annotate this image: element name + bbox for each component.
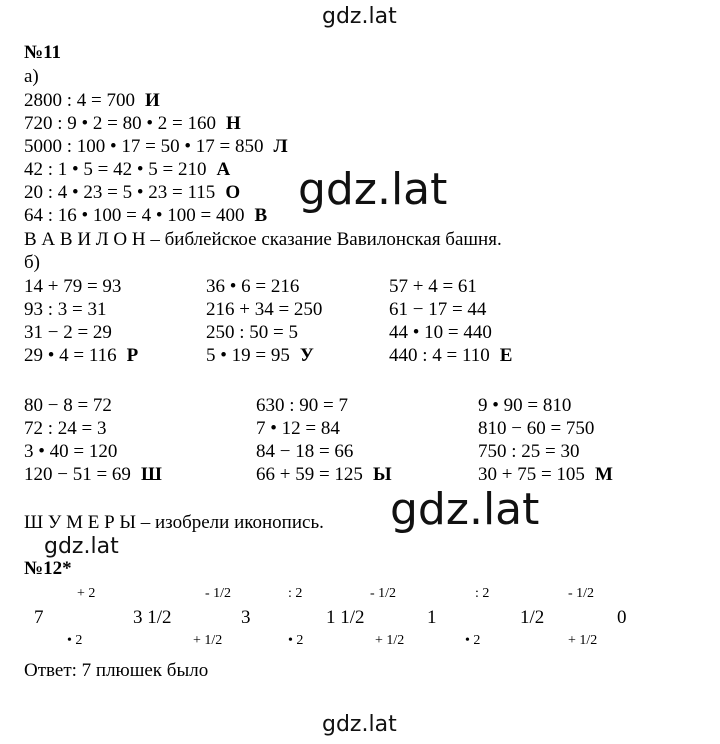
part-b-answer: Ш У М Е Р Ы – изобрели иконопись. bbox=[24, 512, 324, 533]
b2-cell: 30 + 75 = 105 М bbox=[478, 464, 613, 485]
expression: 64 : 16 • 100 = 4 • 100 = 400 bbox=[24, 205, 245, 226]
b1-cell: 250 : 50 = 5 bbox=[206, 322, 298, 343]
task12-title: №12* bbox=[24, 558, 72, 579]
chain-number: 1 bbox=[427, 607, 437, 628]
bottom-op: + 1/2 bbox=[193, 633, 223, 648]
bottom-op: • 2 bbox=[67, 633, 83, 648]
expression: 5000 : 100 • 17 = 50 • 17 = 850 bbox=[24, 136, 264, 157]
b1-cell: 31 − 2 = 29 bbox=[24, 322, 112, 343]
part-a-line bbox=[24, 90, 160, 112]
answer-letter: О bbox=[225, 182, 241, 203]
b2-cell: 80 − 8 = 72 bbox=[24, 395, 112, 416]
bottom-op: + 1/2 bbox=[568, 633, 598, 648]
answer-letter: В bbox=[254, 205, 268, 226]
watermark-bottom: gdz.lat bbox=[322, 712, 397, 737]
part-a-line bbox=[24, 136, 288, 158]
top-op: - 1/2 bbox=[205, 586, 232, 601]
answer-letter: Ш bbox=[140, 464, 162, 485]
part-a-label: а) bbox=[24, 66, 39, 87]
part-a-line bbox=[24, 205, 267, 227]
answer-letter: Л bbox=[273, 136, 288, 157]
b1-cell: 36 • 6 = 216 bbox=[206, 276, 300, 297]
chain-number: 3 1/2 bbox=[133, 607, 172, 628]
part-a-line bbox=[24, 182, 240, 204]
top-op: - 1/2 bbox=[568, 586, 595, 601]
answer-letter: М bbox=[594, 464, 613, 485]
watermark-left: gdz.lat bbox=[44, 534, 119, 559]
b2-cell: 84 − 18 = 66 bbox=[256, 441, 354, 462]
top-op: - 1/2 bbox=[370, 586, 397, 601]
watermark-top: gdz.lat bbox=[322, 4, 397, 29]
task12-answer: Ответ: 7 плюшек было bbox=[24, 660, 209, 681]
b1-cell: 14 + 79 = 93 bbox=[24, 276, 122, 297]
answer-letter: У bbox=[299, 345, 314, 366]
b1-cell: 57 + 4 = 61 bbox=[389, 276, 477, 297]
part-a-line bbox=[24, 159, 230, 181]
b1-cell: 93 : 3 = 31 bbox=[24, 299, 107, 320]
answer-letter: Р bbox=[126, 345, 139, 366]
top-op: + 2 bbox=[77, 586, 96, 601]
chain-number: 0 bbox=[617, 607, 627, 628]
b2-cell: 7 • 12 = 84 bbox=[256, 418, 340, 439]
expression: 720 : 9 • 2 = 80 • 2 = 160 bbox=[24, 113, 217, 134]
bottom-op: + 1/2 bbox=[375, 633, 405, 648]
b1-cell: 61 − 17 = 44 bbox=[389, 299, 487, 320]
b2-cell: 810 − 60 = 750 bbox=[478, 418, 595, 439]
top-op: : 2 bbox=[475, 586, 490, 601]
watermark-middle: gdz.lat bbox=[298, 164, 448, 215]
answer-letter: Ы bbox=[372, 464, 392, 485]
bottom-op: • 2 bbox=[288, 633, 304, 648]
answer-letter: Е bbox=[499, 345, 513, 366]
b1-cell: 5 • 19 = 95 У bbox=[206, 345, 314, 366]
chain-number: 3 bbox=[241, 607, 251, 628]
bottom-op: • 2 bbox=[465, 633, 481, 648]
b2-cell: 750 : 25 = 30 bbox=[478, 441, 580, 462]
chain-number: 1 1/2 bbox=[326, 607, 365, 628]
top-op: : 2 bbox=[288, 586, 303, 601]
part-b-label: б) bbox=[24, 252, 40, 273]
b1-cell: 29 • 4 = 116 Р bbox=[24, 345, 139, 366]
b1-cell: 44 • 10 = 440 bbox=[389, 322, 492, 343]
part-a-answer: В А В И Л О Н – библейское сказание Вавилонская башня. bbox=[24, 229, 502, 250]
answer-letter: Н bbox=[226, 113, 241, 134]
b1-cell: 216 + 34 = 250 bbox=[206, 299, 323, 320]
expression: 20 : 4 • 23 = 5 • 23 = 115 bbox=[24, 182, 216, 203]
task11-title: №11 bbox=[24, 42, 62, 63]
b2-cell: 72 : 24 = 3 bbox=[24, 418, 107, 439]
answer-letter: А bbox=[216, 159, 231, 180]
chain-number: 7 bbox=[34, 607, 44, 628]
expression: 2800 : 4 = 700 bbox=[24, 90, 135, 111]
watermark-lower: gdz.lat bbox=[390, 484, 540, 535]
b2-cell: 66 + 59 = 125 Ы bbox=[256, 464, 392, 485]
part-a-line bbox=[24, 113, 241, 135]
b2-cell: 9 • 90 = 810 bbox=[478, 395, 572, 416]
expression: 42 : 1 • 5 = 42 • 5 = 210 bbox=[24, 159, 207, 180]
b2-cell: 630 : 90 = 7 bbox=[256, 395, 348, 416]
b2-cell: 120 − 51 = 69 Ш bbox=[24, 464, 162, 485]
answer-letter: И bbox=[145, 90, 160, 111]
b1-cell: 440 : 4 = 110 Е bbox=[389, 345, 513, 366]
b2-cell: 3 • 40 = 120 bbox=[24, 441, 118, 462]
chain-number: 1/2 bbox=[520, 607, 545, 628]
